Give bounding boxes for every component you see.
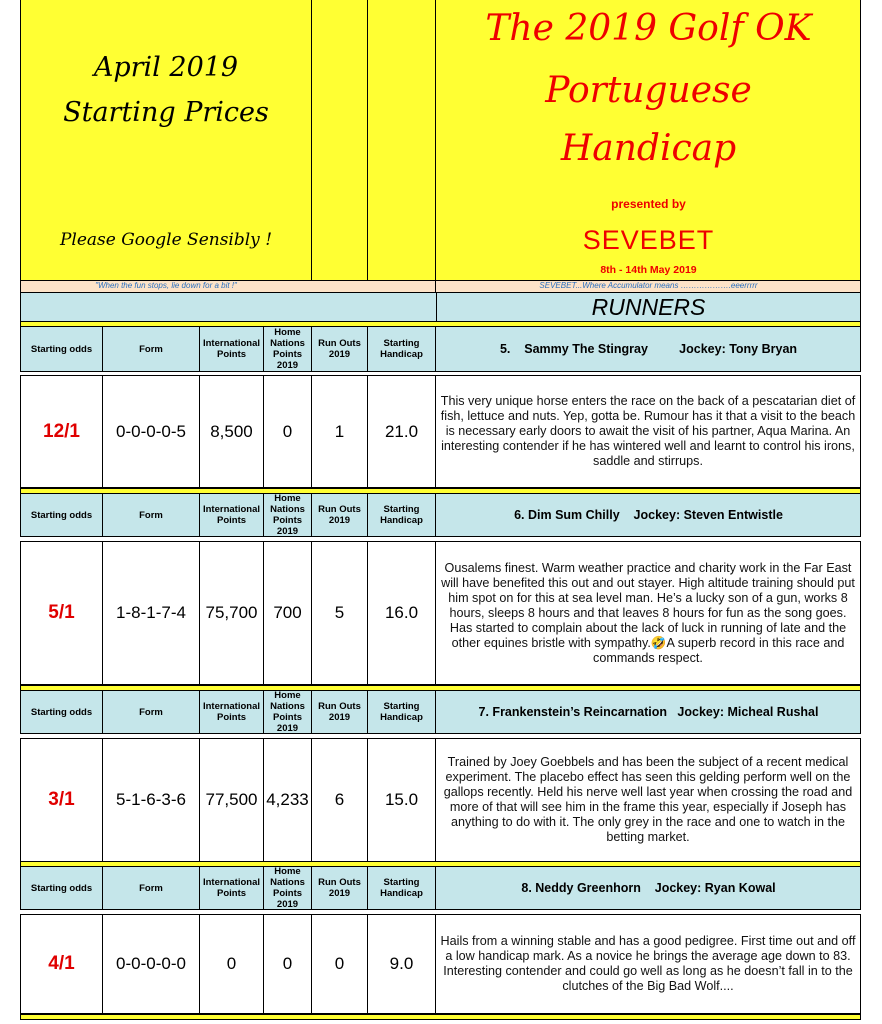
col-form-header: Form (103, 326, 200, 372)
left-title-line2: Starting Prices (63, 97, 269, 128)
col-home-nations-points-header: Home Nations Points 2019 (264, 493, 312, 537)
col-starting-odds-header: Starting odds (20, 866, 103, 910)
runner-odds: 3/1 (20, 738, 103, 862)
col-starting-odds-header: Starting odds (20, 690, 103, 734)
right-title-line3: Handicap (560, 128, 737, 169)
col-home-nations-points-header: Home Nations Points 2019 (264, 866, 312, 910)
col-international-points-header: International Points (200, 866, 264, 910)
col-international-points-header: International Points (200, 690, 264, 734)
col-starting-odds-header: Starting odds (20, 493, 103, 537)
col-home-nations-points-header: Home Nations Points 2019 (264, 326, 312, 372)
col-international-points-header: International Points (200, 326, 264, 372)
runner-international-points: 8,500 (200, 375, 264, 488)
right-title-line1: The 2019 Golf OK (485, 8, 812, 49)
col-starting-handicap-header: Starting Handicap (368, 493, 436, 537)
col-run-outs-header: Run Outs 2019 (312, 326, 368, 372)
left-subtitle: Please Google Sensibly ! (59, 230, 273, 250)
runner-odds: 5/1 (20, 541, 103, 685)
separator-bar (20, 1014, 861, 1020)
runner-run-outs: 5 (312, 541, 368, 685)
col-starting-odds-header: Starting odds (20, 326, 103, 372)
header-spacer-2 (368, 0, 436, 280)
header-spacer-1 (312, 0, 368, 280)
sponsor-name: SEVEBET (582, 225, 715, 255)
runner-title: 6. Dim Sum Chilly Jockey: Steven Entwistle (514, 508, 783, 522)
col-run-outs-header: Run Outs 2019 (312, 690, 368, 734)
col-starting-handicap-header: Starting Handicap (368, 326, 436, 372)
runner-description: Hails from a winning stable and has a good pedigree. First time out and off a low handicap mark. As a novice he brings the average age down to 83. Interesting contender and could go well as long as he doesn’t fall in to the clutches of the Big Bad Wolf.... (436, 914, 861, 1014)
event-dates: 8th - 14th May 2019 (600, 264, 697, 276)
tagline-left: "When the fun stops, lie down for a bit !" (95, 281, 237, 290)
col-form-header: Form (103, 493, 200, 537)
runner-home-nations-points: 700 (264, 541, 312, 685)
col-international-points-header: International Points (200, 493, 264, 537)
runner-handicap: 9.0 (368, 914, 436, 1014)
runner-odds: 12/1 (20, 375, 103, 488)
left-title-line1: April 2019 (93, 52, 239, 83)
runner-home-nations-points: 0 (264, 914, 312, 1014)
presented-by: presented by (611, 197, 686, 211)
col-home-nations-points-header: Home Nations Points 2019 (264, 690, 312, 734)
runner-form: 1-8-1-7-4 (103, 541, 200, 685)
runner-handicap: 16.0 (368, 541, 436, 685)
runner-international-points: 75,700 (200, 541, 264, 685)
runner-description: Ousalems finest. Warm weather practice and charity work in the Far East will have benefited this out and out stayer. High altitude training should put him spot on for this at sea level man. He’s a lucky son of a gun, works 8 hours, sleeps 8 hours and that leaves 8 hours for fun as the song goes. Has started to complain about the lack of luck in running of late and the other equines bristle with sympathy.🤣A superb record in this race and commands respect. (436, 541, 861, 685)
col-run-outs-header: Run Outs 2019 (312, 866, 368, 910)
col-form-header: Form (103, 866, 200, 910)
runner-title: 7. Frankenstein’s Reincarnation Jockey: Micheal Rushal (478, 705, 819, 719)
runner-title: 8. Neddy Greenhorn Jockey: Ryan Kowal (521, 881, 776, 895)
runner-international-points: 77,500 (200, 738, 264, 862)
runner-home-nations-points: 0 (264, 375, 312, 488)
runner-handicap: 15.0 (368, 738, 436, 862)
runner-run-outs: 6 (312, 738, 368, 862)
runners-title: RUNNERS (591, 294, 706, 320)
runner-international-points: 0 (200, 914, 264, 1014)
runner-run-outs: 0 (312, 914, 368, 1014)
runner-odds: 4/1 (20, 914, 103, 1014)
col-starting-handicap-header: Starting Handicap (368, 690, 436, 734)
runner-title: 5. Sammy The Stingray Jockey: Tony Bryan (499, 342, 798, 356)
runner-run-outs: 1 (312, 375, 368, 488)
col-run-outs-header: Run Outs 2019 (312, 493, 368, 537)
runner-form: 5-1-6-3-6 (103, 738, 200, 862)
runner-description: This very unique horse enters the race on the back of a pescatarian diet of fish, lettuce and nuts. Yep, gotta be. Rumour has it that a visit to the beach is necessary early doors to await the visit of his partner, Aqua Marina. An interesting contender if he has wintered well and learnt to control his irons, saddle and stirrups. (436, 375, 861, 488)
runner-handicap: 21.0 (368, 375, 436, 488)
right-title-line2: Portuguese (545, 70, 752, 111)
runner-form: 0-0-0-0-5 (103, 375, 200, 488)
runner-description: Trained by Joey Goebbels and has been the subject of a recent medical experiment. The placebo effect has seen this gelding perform well on the gallops recently. Held his nerve well last year when crossing the road and more of that will see him in the frame this year, especially if Joseph has anything to do with it. The only grey in the race and one to watch in the betting market. (436, 738, 861, 862)
runner-form: 0-0-0-0-0 (103, 914, 200, 1014)
col-starting-handicap-header: Starting Handicap (368, 866, 436, 910)
col-form-header: Form (103, 690, 200, 734)
tagline-right: SEVEBET...Where Accumulator means ……………….eeerrrrr (539, 281, 758, 290)
runner-home-nations-points: 4,233 (264, 738, 312, 862)
